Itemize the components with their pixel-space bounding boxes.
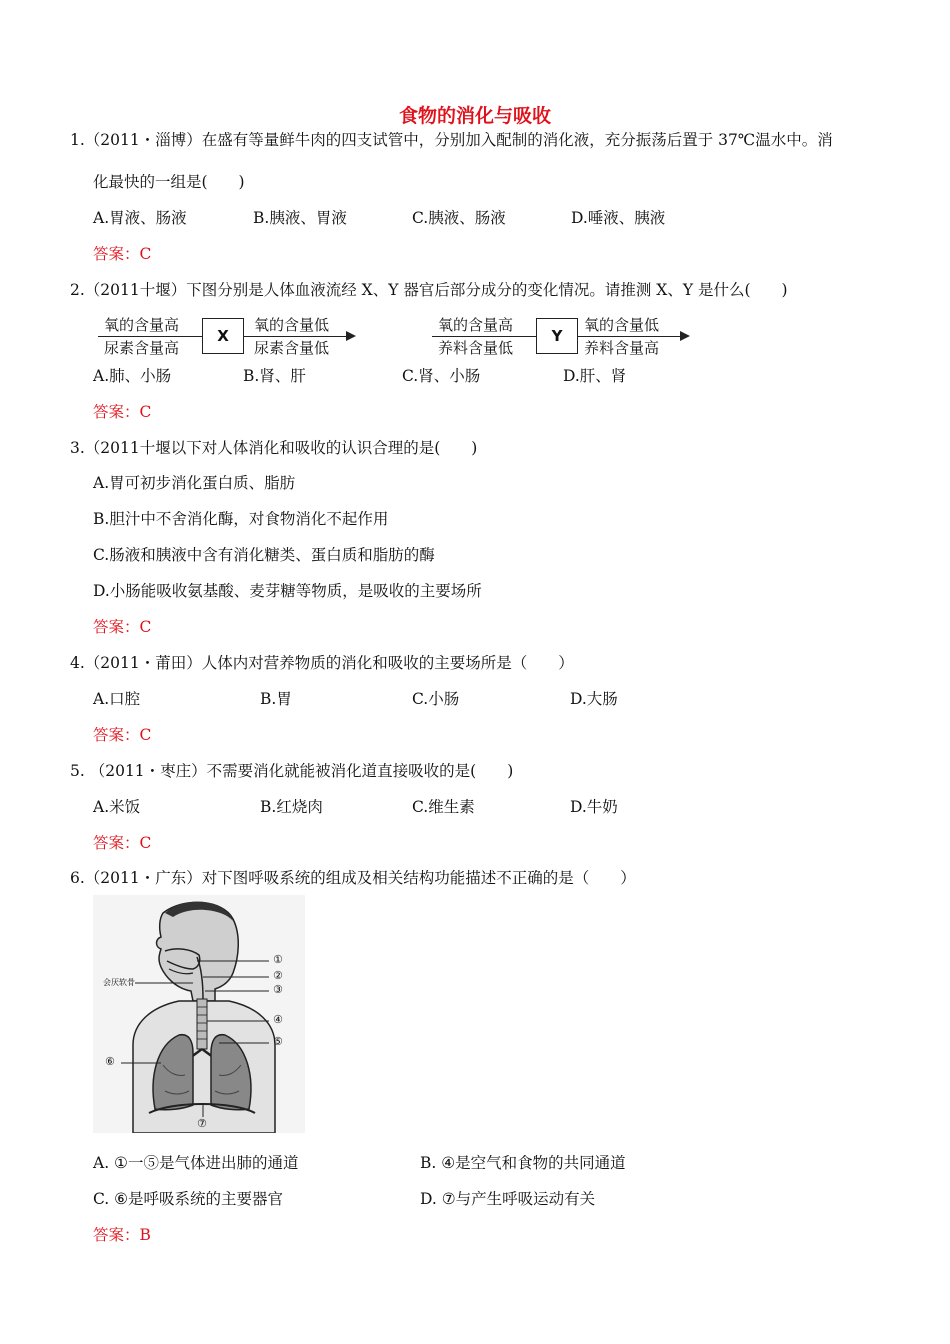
y-input-bottom-label: 养料含量低 (438, 339, 514, 357)
q1-option-d: D.唾液、胰液 (571, 209, 666, 227)
q2-option-d: D.肝、肾 (563, 367, 627, 385)
marker-1: ① (273, 953, 283, 966)
x-arrow-head (346, 331, 356, 341)
x-input-bottom-label: 尿素含量高 (104, 339, 180, 357)
y-input-arrow-line (432, 336, 536, 337)
q1-option-b: B.胰液、胃液 (253, 209, 347, 227)
question-6-text: 6.（2011・广东）对下图呼吸系统的组成及相关结构功能描述不正确的是（ ） (70, 869, 636, 887)
q5-option-c: C.维生素 (412, 798, 475, 816)
q3-option-b: B.胆汁中不舍消化酶，对食物消化不起作用 (93, 510, 389, 528)
q5-option-d: D.牛奶 (570, 798, 618, 816)
marker-5: ⑤ (273, 1035, 283, 1048)
epiglottis-label: 会厌软骨 (103, 978, 135, 987)
y-arrow-head (680, 331, 690, 341)
q5-option-a: A.米饭 (93, 798, 141, 816)
q4-option-a: A.口腔 (93, 690, 141, 708)
y-output-bottom-label: 养料含量高 (584, 339, 660, 357)
question-1-text-cont: 化最快的一组是( ) (93, 173, 245, 191)
marker-7: ⑦ (197, 1117, 207, 1130)
q1-option-c: C.胰液、肠液 (412, 209, 506, 227)
q5-option-b: B.红烧肉 (260, 798, 323, 816)
q3-option-c: C.肠液和胰液中含有消化糖类、蛋白质和脂肪的酶 (93, 546, 435, 564)
q4-option-b: B.胃 (260, 690, 292, 708)
q6-answer: 答案：B (93, 1226, 151, 1244)
question-2-text: 2.（2011十堰）下图分别是人体血液流经 X、Y 器官后部分成分的变化情况。请推测 X、Y 是什么( ) (70, 281, 788, 299)
q5-answer: 答案：C (93, 834, 152, 852)
respiratory-system-figure (93, 895, 305, 1133)
y-output-top-label: 氧的含量低 (584, 316, 660, 334)
question-4-text: 4.（2011・莆田）人体内对营养物质的消化和吸收的主要场所是（ ） (70, 654, 574, 672)
q6-option-c: C. ⑥是呼吸系统的主要器官 (93, 1190, 284, 1208)
x-input-arrow-line (98, 336, 202, 337)
q6-option-b: B. ④是空气和食物的共同通道 (420, 1154, 626, 1172)
q4-option-d: D.大肠 (570, 690, 618, 708)
flow-diagram-y (432, 313, 702, 359)
q3-answer: 答案：C (93, 618, 152, 636)
q3-option-a: A.胃可初步消化蛋白质、脂肪 (93, 474, 296, 492)
y-output-arrow-line (578, 336, 682, 337)
q2-option-c: C.肾、小肠 (402, 367, 481, 385)
q6-option-d: D. ⑦与产生呼吸运动有关 (420, 1190, 596, 1208)
y-input-top-label: 氧的含量高 (438, 316, 514, 334)
page-title: 食物的消化与吸收 (398, 105, 551, 127)
q2-answer: 答案：C (93, 403, 152, 421)
organ-box-x: X (202, 318, 244, 354)
x-input-top-label: 氧的含量高 (104, 316, 180, 334)
x-output-arrow-line (244, 336, 348, 337)
marker-4: ④ (273, 1013, 283, 1026)
q1-answer: 答案：C (93, 245, 152, 263)
q3-option-d: D.小肠能吸收氨基酸、麦芽糖等物质，是吸收的主要场所 (93, 582, 482, 600)
question-1-text: 1.（2011・淄博）在盛有等量鲜牛肉的四支试管中，分别加入配制的消化液，充分振荡后置于 37℃温水中。消 (70, 131, 833, 149)
marker-6: ⑥ (105, 1055, 115, 1068)
x-output-bottom-label: 尿素含量低 (254, 339, 330, 357)
q4-option-c: C.小肠 (412, 690, 460, 708)
question-3-text: 3.（2011十堰以下对人体消化和吸收的认识合理的是( ) (70, 439, 478, 457)
organ-box-y: Y (536, 318, 578, 354)
marker-3: ③ (273, 983, 283, 996)
q1-option-a: A.胃液、肠液 (93, 209, 187, 227)
x-output-top-label: 氧的含量低 (254, 316, 330, 334)
marker-2: ② (273, 969, 283, 982)
q6-option-a: A. ①一⑤是气体进出肺的通道 (93, 1154, 299, 1172)
question-5-text: 5. （2011・枣庄）不需要消化就能被消化道直接吸收的是( ) (70, 762, 514, 780)
q4-answer: 答案：C (93, 726, 152, 744)
q2-option-a: A.肺、小肠 (93, 367, 172, 385)
q2-option-b: B.肾、肝 (243, 367, 306, 385)
flow-diagram-x (98, 313, 368, 359)
